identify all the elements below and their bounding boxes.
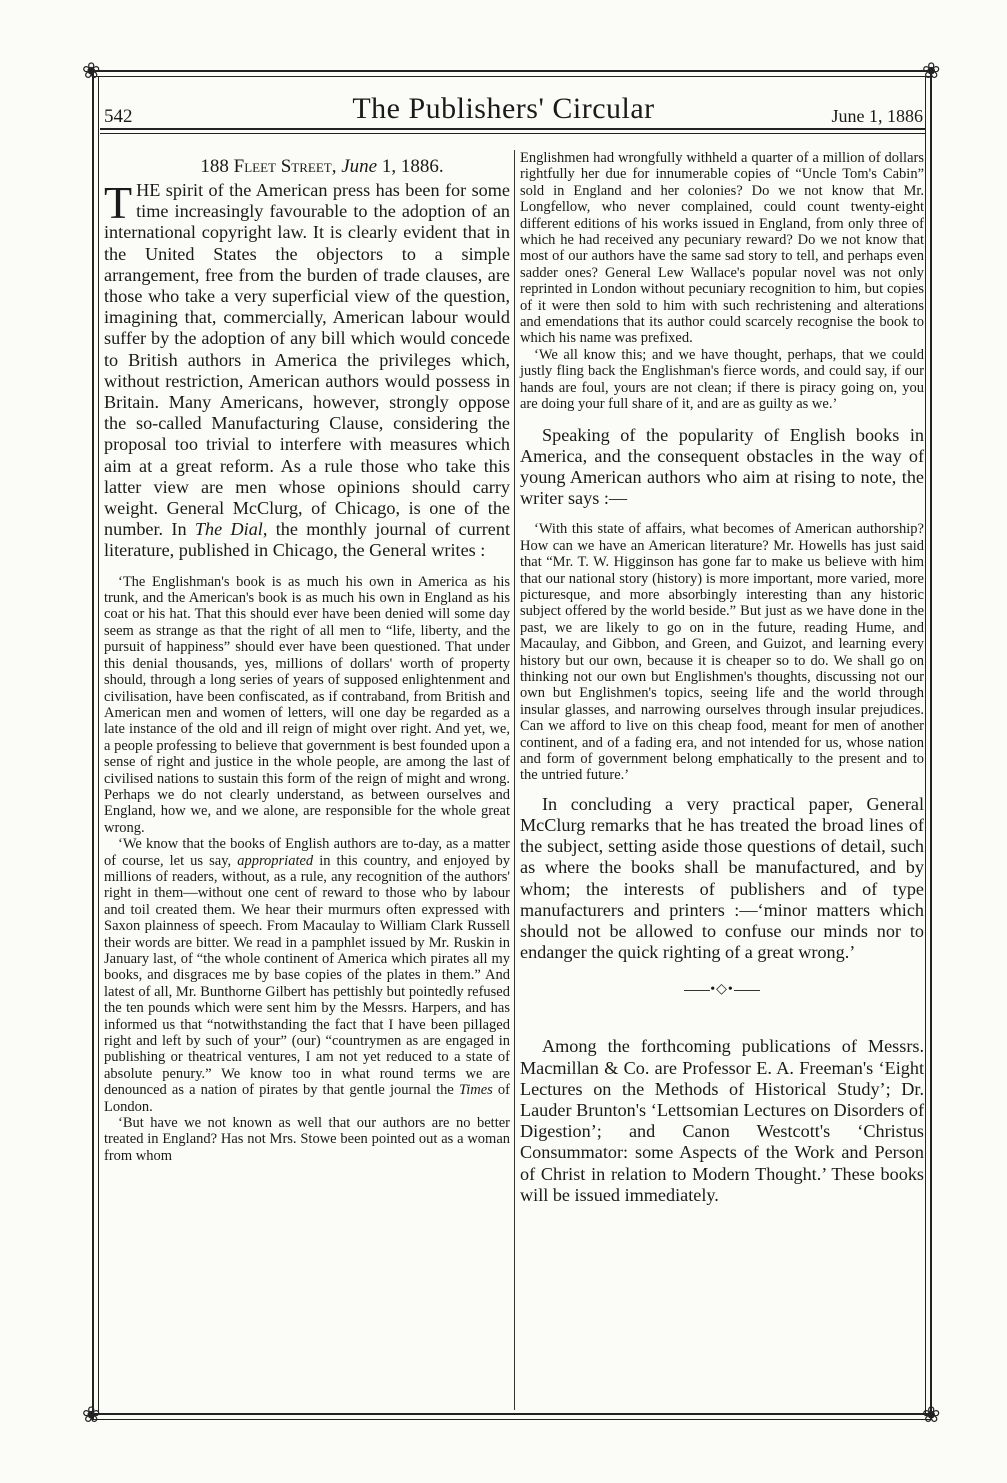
corner-ornament-icon: ❀ [922, 58, 941, 83]
left-column [104, 150, 510, 1164]
concluding-paragraph: In concluding a very practical paper, General McClurg remarks that he has treated the broad lines of the subject, setting aside those questions of detail, such as where the books shall be manufactured, and by whom; the interests of publishers and of type manufacturers and printers :—‘minor matters which should not be allowed to confuse our minds nor to endanger the quick righting of a great wrong.’ [520, 793, 924, 963]
corner-ornament-icon: ❀ [922, 1402, 941, 1427]
column-divider [514, 150, 515, 1410]
header-rule [100, 128, 926, 130]
quote2-italic: appropriated [237, 852, 314, 869]
border-left-rule-inner [98, 76, 99, 1414]
border-right-rule [930, 70, 932, 1420]
quote-paragraph-1: ‘The Englishman's book is as much his own in America as his trunk, and the American's book is as much his own in England as his coat or his hat. That this should ever have been denied will some day seem as strange as that the right of all men to “life, liberty, and the pursuit of happiness” should ever have been questioned. That under this denial thousands, yes, millions of dollars' worth of property should, through a long series of years of supposed enlightenment and civilisation, have been confiscated, as if contraband, from British and American men and women of letters, will one day be regarded as a late instance of the old and ill reign of might over right. And yet, we, a people professing to believe that government is best founded upon a sense of right and justice in the whole people, are among the last of civilised nations to sustain this form of the reign of might and wrong. Perhaps we do not clearly understand, as between ourselves and England, how we, and we alone, are responsible for the whole great wrong. [104, 573, 510, 836]
drop-cap: T [104, 177, 133, 228]
journal-title: The Publishers' Circular [352, 92, 655, 125]
border-right-rule-inner [925, 76, 926, 1414]
dateline-day: 1, 1886. [381, 156, 444, 177]
intro-paragraph [104, 177, 510, 562]
border-left-rule [92, 70, 94, 1420]
times-title: Times [458, 1082, 493, 1099]
dateline-month: June [341, 156, 378, 177]
quote-paragraph-5: ‘With this state of affairs, what becomes of American authorship? How can we have an American literature? Mr. Howells has just said that “Mr. T. W. Higginson has gone far to make us believe with him that our national story (history) is more important, more varied, more picturesque, and more absorbingly interesting than any historic subject offered by the world beside.” But just as we have done in the past, we are likely to go on in the future, reading Hume, and Macaulay, and Gibbon, and Green, and Guizot, and learning every history but our own, because it is cheaper so to do. We shall go on thinking not our own but Englishmen's thoughts, discussing not our own but Englishmen's topics, seeing life and the world through insular glasses, and narrowing ourselves through insular prejudices. Can we afford to live on this cheap food, meant for men of another continent, and of a fading era, and not intended for us, whose nation and form of government belong emphatically to the present and to the untried future.’ [520, 521, 924, 784]
quote-paragraph-3-continued: Englishmen had wrongfully withheld a quarter of a million of dollars rightfully her due for innumerable copies of “Uncle Tom's Cabin” sold in England and her colonies? Do we not know that Mr. Longfellow, who never complained, could count twenty-eight different editions of his works issued in England, from only three of which he had received any pecuniary reward? Do we not know that most of our authors have the same sad story to tell, and perhaps even sadder ones? General Lew Wallace's popular novel was not only reprinted in London without pecuniary recognition to him, but copies of it were then sold to him with such rechristening and alterations and emendations that its author could scarcely recognise the book to which his name was prefixed. [520, 150, 924, 347]
corner-ornament-icon: ❀ [82, 1402, 101, 1427]
quote-paragraph-2 [104, 836, 510, 1115]
page-number: 542 [104, 106, 133, 127]
corner-ornament-icon: ❀ [82, 58, 101, 83]
quote2-text-a: ‘We know that the books of English authors are to-day, as a matter of course, let us say, [104, 836, 510, 869]
intro-text: HE spirit of the American press has been for some time increasingly favourable to the adoption of an international copyright law. It is clearly evident that in the United States the objectors to a simple arrangement, free from the burden of trade clauses, are those who take a very superficial view of the question, imagining that, commercially, American labour would suffer by the adoption of any bill which would concede to British authors in America the privileges which, without restriction, American authors would possess in Britain. Many Americans, however, strongly oppose the so-called Manufacturing Clause, considering the proposal too trivial to interfere with measures which aim at a great reform. As a rule those who take this latter view are men whose opinions should carry weight. General McClurg, of Chicago, is one of the number. In [104, 180, 510, 540]
dial-title: The Dial [194, 519, 263, 540]
popularity-paragraph: Speaking of the popularity of English books in America, and the consequent obstacles in the way of young American authors who aim at rising to note, the writer says :— [520, 424, 924, 509]
right-column [520, 150, 924, 1206]
border-top-rule [92, 70, 932, 72]
quote-paragraph-3-start: ‘But have we not known as well that our authors are no better treated in England? Has not Mrs. Stowe been pointed out as a woman from whom [104, 1115, 510, 1164]
issue-date: June 1, 1886 [831, 106, 923, 126]
section-divider [520, 981, 924, 998]
border-bottom-rule [92, 1413, 932, 1415]
quote-paragraph-4: ‘We all know this; and we have thought, perhaps, that we could justly fling back the Englishman's fierce words, and could say, if our hands are foul, yours are not clean; if there is piracy going on, you are doing your full share of it, and are as guilty as we.’ [520, 346, 924, 413]
border-bottom-rule-inner [92, 1419, 932, 1420]
border-top-rule-inner [92, 76, 932, 77]
dateline-place: 188 Fleet Street, [200, 156, 337, 177]
dateline [104, 156, 510, 178]
divider-ornament-icon: •◇• [710, 982, 734, 998]
quote2-text-c: of London. [104, 1082, 510, 1115]
intro-end-text: , the monthly journal of current literature, published in Chicago, the General writes : [104, 519, 510, 561]
quote2-text-b: in this country, and enjoyed by millions of readers, without, as a rule, any recognition of the authors' right in them—without one cent of reward to those who by labour and toil created them. We hear their murmurs often expressed with Saxon plainness of speech. From Macaulay to William Clark Russell their words are bitter. We read in a pamphlet issued by Mr. Ruskin in January last, of “the whole continent of America which pirates all my books, and disgraces me by base copies of the plates in them.” And latest of all, Mr. Bunthorne Gilbert has pettishly but pointedly refused the ten pounds which were sent him by the Messrs. Harpers, and has informed us that “notwithstanding the fact that I have been pillaged right and left by such of your” (our) “countrymen as are engaged in publishing or theatrical ventures, I am not yet reduced to a state of absolute penury.” We know too in what round terms we are denounced as a nation of pirates by that gentle journal the [104, 852, 511, 1099]
macmillan-paragraph: Among the forthcoming publications of Messrs. Macmillan & Co. are Professor E. A. Freeman's ‘Eight Lectures on the Methods of Historical Study’; Dr. Lauder Brunton's ‘Lettsomian Lectures on Disorders of Digestion’; and Canon Westcott's ‘Christus Consummator: some Aspects of the Work and Person of Christ in relation to Modern Thought.’ These books will be issued immediately. [520, 1036, 924, 1205]
header-rule-inner [100, 133, 926, 134]
